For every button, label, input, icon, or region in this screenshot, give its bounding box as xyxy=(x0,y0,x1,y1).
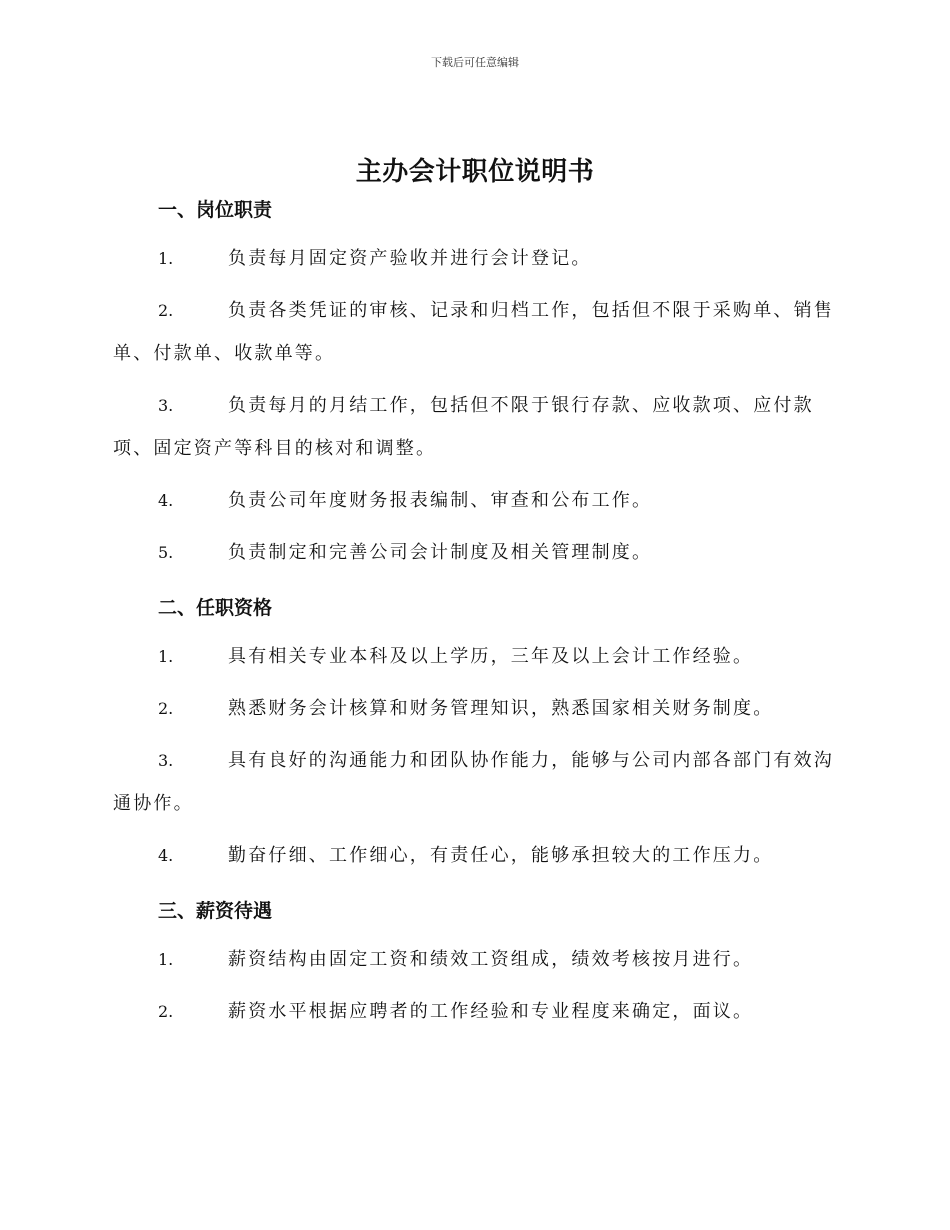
item-text: 负责制定和完善公司会计制度及相关管理制度。 xyxy=(228,542,653,563)
list-item xyxy=(113,834,837,877)
section-heading: 二、任职资格 xyxy=(158,597,273,619)
item-text: 勤奋仔细、工作细心，有责任心，能够承担较大的工作压力。 xyxy=(228,845,774,866)
list-item xyxy=(113,384,837,470)
list-item xyxy=(113,938,837,981)
item-number: 3. xyxy=(158,396,174,415)
item-text: 具有良好的沟通能力和团队协作能力，能够与公司内部各部门有效沟通协作。 xyxy=(113,750,834,814)
item-number: 4. xyxy=(158,491,174,510)
list-item xyxy=(113,687,837,730)
item-number: 1. xyxy=(158,249,174,268)
item-number: 5. xyxy=(158,543,174,562)
item-number: 4. xyxy=(158,846,174,865)
item-text: 熟悉财务会计核算和财务管理知识，熟悉国家相关财务制度。 xyxy=(228,698,774,719)
item-text: 具有相关专业本科及以上学历，三年及以上会计工作经验。 xyxy=(228,646,754,667)
section-heading: 一、岗位职责 xyxy=(158,199,273,221)
list-item xyxy=(113,237,837,280)
item-number: 2. xyxy=(158,301,174,320)
list-item xyxy=(113,479,837,522)
page-title: 主办会计职位说明书 xyxy=(355,157,595,187)
document-body xyxy=(113,192,837,1033)
item-text: 薪资水平根据应聘者的工作经验和专业程度来确定，面议。 xyxy=(228,1001,754,1022)
item-text: 负责公司年度财务报表编制、审查和公布工作。 xyxy=(228,490,653,511)
item-number: 1. xyxy=(158,647,174,666)
item-number: 1. xyxy=(158,950,174,969)
item-number: 3. xyxy=(158,751,174,770)
item-text: 薪资结构由固定工资和绩效工资组成，绩效考核按月进行。 xyxy=(228,949,754,970)
header-note: 下载后可任意编辑 xyxy=(431,56,519,69)
list-item xyxy=(113,990,837,1033)
item-text: 负责每月固定资产验收并进行会计登记。 xyxy=(228,248,592,269)
section-heading: 三、薪资待遇 xyxy=(158,900,273,922)
item-number: 2. xyxy=(158,699,174,718)
list-item xyxy=(113,635,837,678)
list-item xyxy=(113,289,837,375)
list-item xyxy=(113,531,837,574)
item-number: 2. xyxy=(158,1002,174,1021)
item-text: 负责每月的月结工作，包括但不限于银行存款、应收款项、应付款项、固定资产等科目的核对和调整。 xyxy=(113,395,814,459)
list-item xyxy=(113,739,837,825)
item-text: 负责各类凭证的审核、记录和归档工作，包括但不限于采购单、销售单、付款单、收款单等。 xyxy=(113,300,834,364)
